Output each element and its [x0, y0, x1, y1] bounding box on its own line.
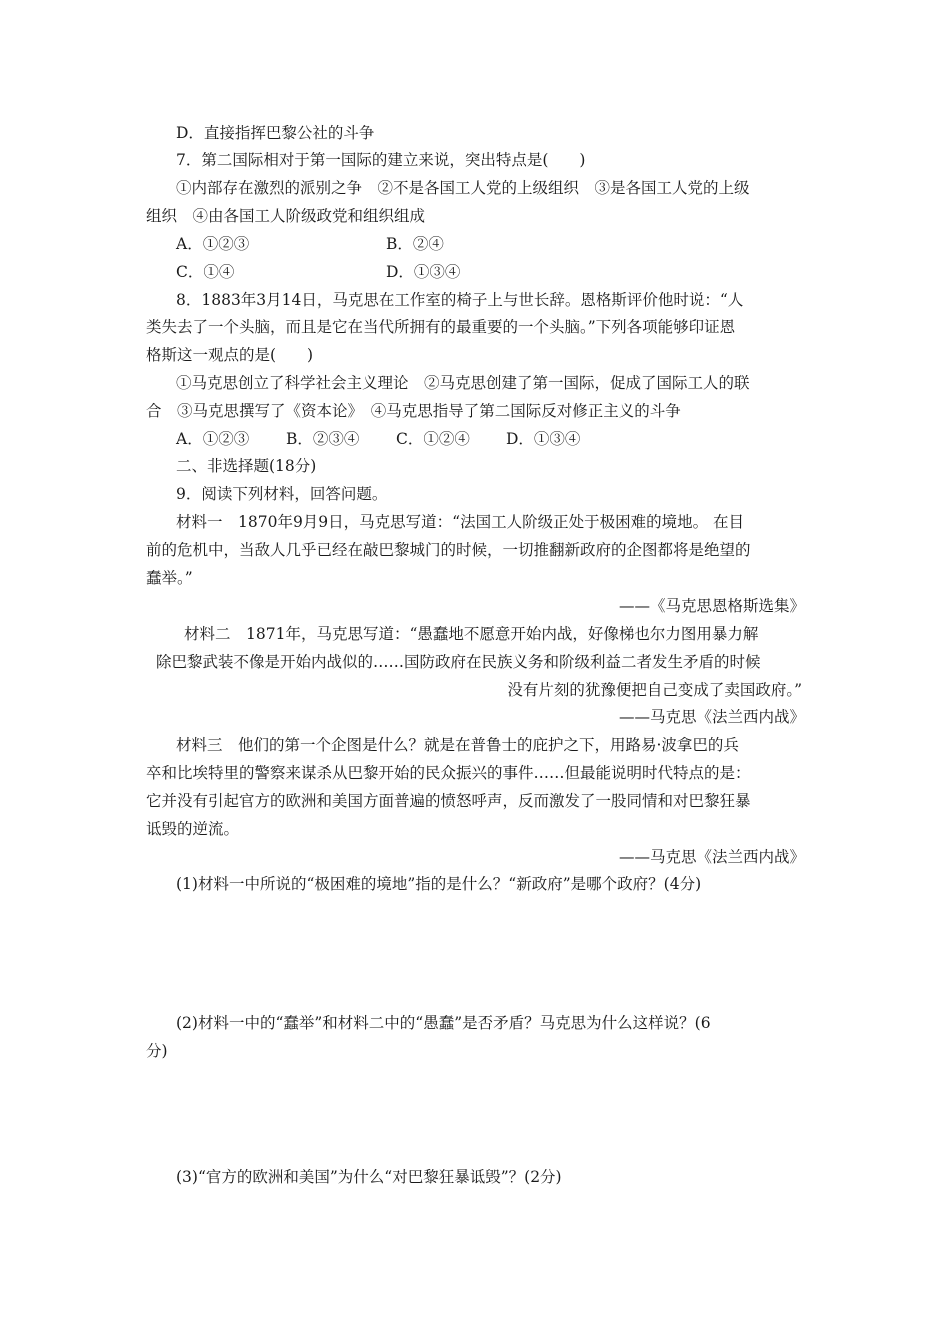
- section-title: 二、非选择题(18分): [176, 457, 317, 475]
- q7-option-c: C．①④: [176, 263, 235, 281]
- material-3-line1: 材料三 他们的第一个企图是什么？就是在普鲁士的庇护之下，用路易·波拿巴的兵: [176, 736, 739, 754]
- material-1-line2: 前的危机中，当敌人几乎已经在敲巴黎城门的时候，一切推翻新政府的企图都将是绝望的: [146, 541, 751, 559]
- sub-question-2-line2: 分): [146, 1042, 168, 1060]
- q7-statements-line1: ①内部存在激烈的派别之争 ②不是各国工人党的上级组织 ③是各国工人党的上级: [176, 179, 750, 197]
- material-2-source: ——马克思《法兰西内战》: [618, 708, 805, 726]
- sub-question-3: (3)“官方的欧洲和美国”为什么“对巴黎狂暴诋毁”？(2分): [176, 1168, 562, 1186]
- q8-stem-line3: 格斯这一观点的是( ): [146, 346, 314, 364]
- material-1-line1: 材料一 1870年9月9日，马克思写道：“法国工人阶级正处于极困难的境地。 在目: [176, 513, 745, 531]
- sub-question-1: (1)材料一中所说的“极困难的境地”指的是什么？“新政府”是哪个政府？(4分): [176, 875, 702, 893]
- q7-option-d: D．①③④: [386, 263, 461, 281]
- material-3-source: ——马克思《法兰西内战》: [618, 848, 805, 866]
- q7-statements-line2: 组织 ④由各国工人阶级政党和组织组成: [146, 207, 426, 225]
- material-1-line3: 蠢举。”: [146, 569, 193, 587]
- q7-stem: 7．第二国际相对于第一国际的建立来说，突出特点是( ): [176, 151, 586, 169]
- material-1-source: ——《马克思恩格斯选集》: [618, 597, 805, 615]
- q8-statements-line2: 合 ③马克思撰写了《资本论》 ④马克思指导了第二国际反对修正主义的斗争: [146, 402, 681, 420]
- q8-option-a: A．①②③: [176, 430, 250, 448]
- q8-stem-line1: 8．1883年3月14日，马克思在工作室的椅子上与世长辞。恩格斯评价他时说：“人: [176, 291, 744, 309]
- q8-option-d: D．①③④: [506, 430, 581, 448]
- q7-option-a: A．①②③: [176, 235, 250, 253]
- material-3-line4: 诋毁的逆流。: [146, 820, 240, 838]
- q9-stem: 9．阅读下列材料，回答问题。: [176, 485, 388, 503]
- q8-statements-line1: ①马克思创立了科学社会主义理论 ②马克思创建了第一国际，促成了国际工人的联: [176, 374, 750, 392]
- q6-option-d: D．直接指挥巴黎公社的斗争: [176, 124, 375, 142]
- q8-stem-line2: 类失去了一个头脑，而且是它在当代所拥有的最重要的一个头脑。”下列各项能够印证恩: [146, 318, 736, 336]
- q7-option-b: B．②④: [386, 235, 444, 253]
- q8-option-b: B．②③④: [286, 430, 360, 448]
- material-3-line2: 卒和比埃特里的警察来谋杀从巴黎开始的民众振兴的事件……但最能说明时代特点的是：: [146, 764, 751, 782]
- q8-option-c: C．①②④: [396, 430, 470, 448]
- material-3-line3: 它并没有引起官方的欧洲和美国方面普遍的愤怒呼声，反而激发了一股同情和对巴黎狂暴: [146, 792, 751, 810]
- material-2-line1: 材料二 1871年，马克思写道：“愚蠢地不愿意开始内战，好像梯也尔力图用暴力解: [184, 625, 759, 643]
- sub-question-2-line1: (2)材料一中的“蠢举”和材料二中的“愚蠢”是否矛盾？马克思为什么这样说？(6: [176, 1014, 711, 1032]
- material-2-line3: 没有片刻的犹豫便把自己变成了卖国政府。”: [507, 681, 802, 699]
- material-2-line2: 除巴黎武装不像是开始内战似的……国防政府在民族义务和阶级利益二者发生矛盾的时候: [156, 653, 761, 671]
